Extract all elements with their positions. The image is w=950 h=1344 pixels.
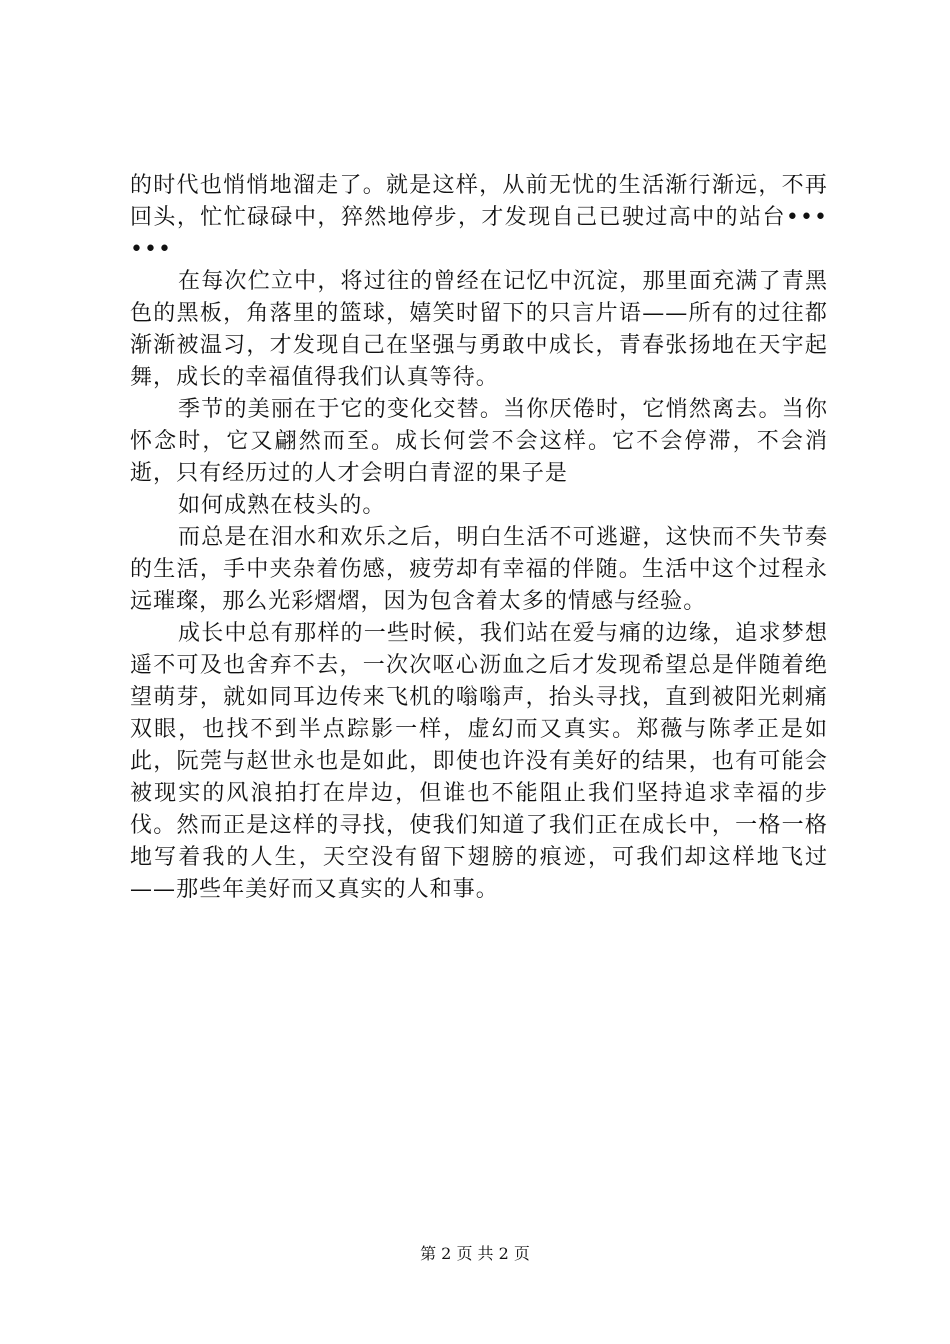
paragraph-growing-up: 成长中总有那样的一些时候，我们站在爱与痛的边缘，追求梦想遥不可及也舍弃不去，一次次呕心沥血之后才发现希望总是伴随着绝望萌芽，就如同耳边传来飞机的嗡嗡声，抬头寻找，直到被阳光刺痛双眼，也找不到半点踪影一样，虚幻而又真实。郑薇与陈孝正是如此，阮莞与赵世永也是如此，即使也许没有美好的结果，也有可能会被现实的风浪拍打在岸边，但谁也不能阻止我们坚持追求幸福的步伐。然而正是这样的寻找，使我们知道了我们正在成长中，一格一格地写着我的人生，天空没有留下翅膀的痕迹，可我们却这样地飞过——那些年美好而又真实的人和事。 bbox=[130, 621, 828, 902]
paragraph-seasons: 季节的美丽在于它的变化交替。当你厌倦时，它悄然离去。当你怀念时，它又翩然而至。成长何尝不会这样。它不会停滞，不会消逝，只有经历过的人才会明白青涩的果子是 bbox=[130, 397, 828, 486]
paragraph-tears-and-joy: 而总是在泪水和欢乐之后，明白生活不可逃避，这快而不失节奏的生活，手中夹杂着伤感，疲劳却有幸福的伴随。生活中这个过程永远璀璨，那么光彩熠熠，因为包含着太多的情感与经验。 bbox=[130, 525, 828, 614]
page-number-footer: 第 2 页 共 2 页 bbox=[420, 1244, 530, 1263]
paragraph-memory: 在每次伫立中，将过往的曾经在记忆中沉淀，那里面充满了青黑色的黑板，角落里的篮球，嬉笑时留下的只言片语——所有的过往都渐渐被温习，才发现自己在坚强与勇敢中成长，青春张扬地在天宇起舞，成长的幸福值得我们认真等待。 bbox=[130, 269, 828, 390]
paragraph-seasons-continued: 如何成熟在枝头的。 bbox=[178, 493, 386, 518]
paragraph-continued: 的时代也悄悄地溜走了。就是这样，从前无忧的生活渐行渐远，不再回头，忙忙碌碌中，猝然地停步，才发现自己已驶过高中的站台•••••• bbox=[130, 173, 828, 262]
document-body bbox=[130, 170, 828, 906]
